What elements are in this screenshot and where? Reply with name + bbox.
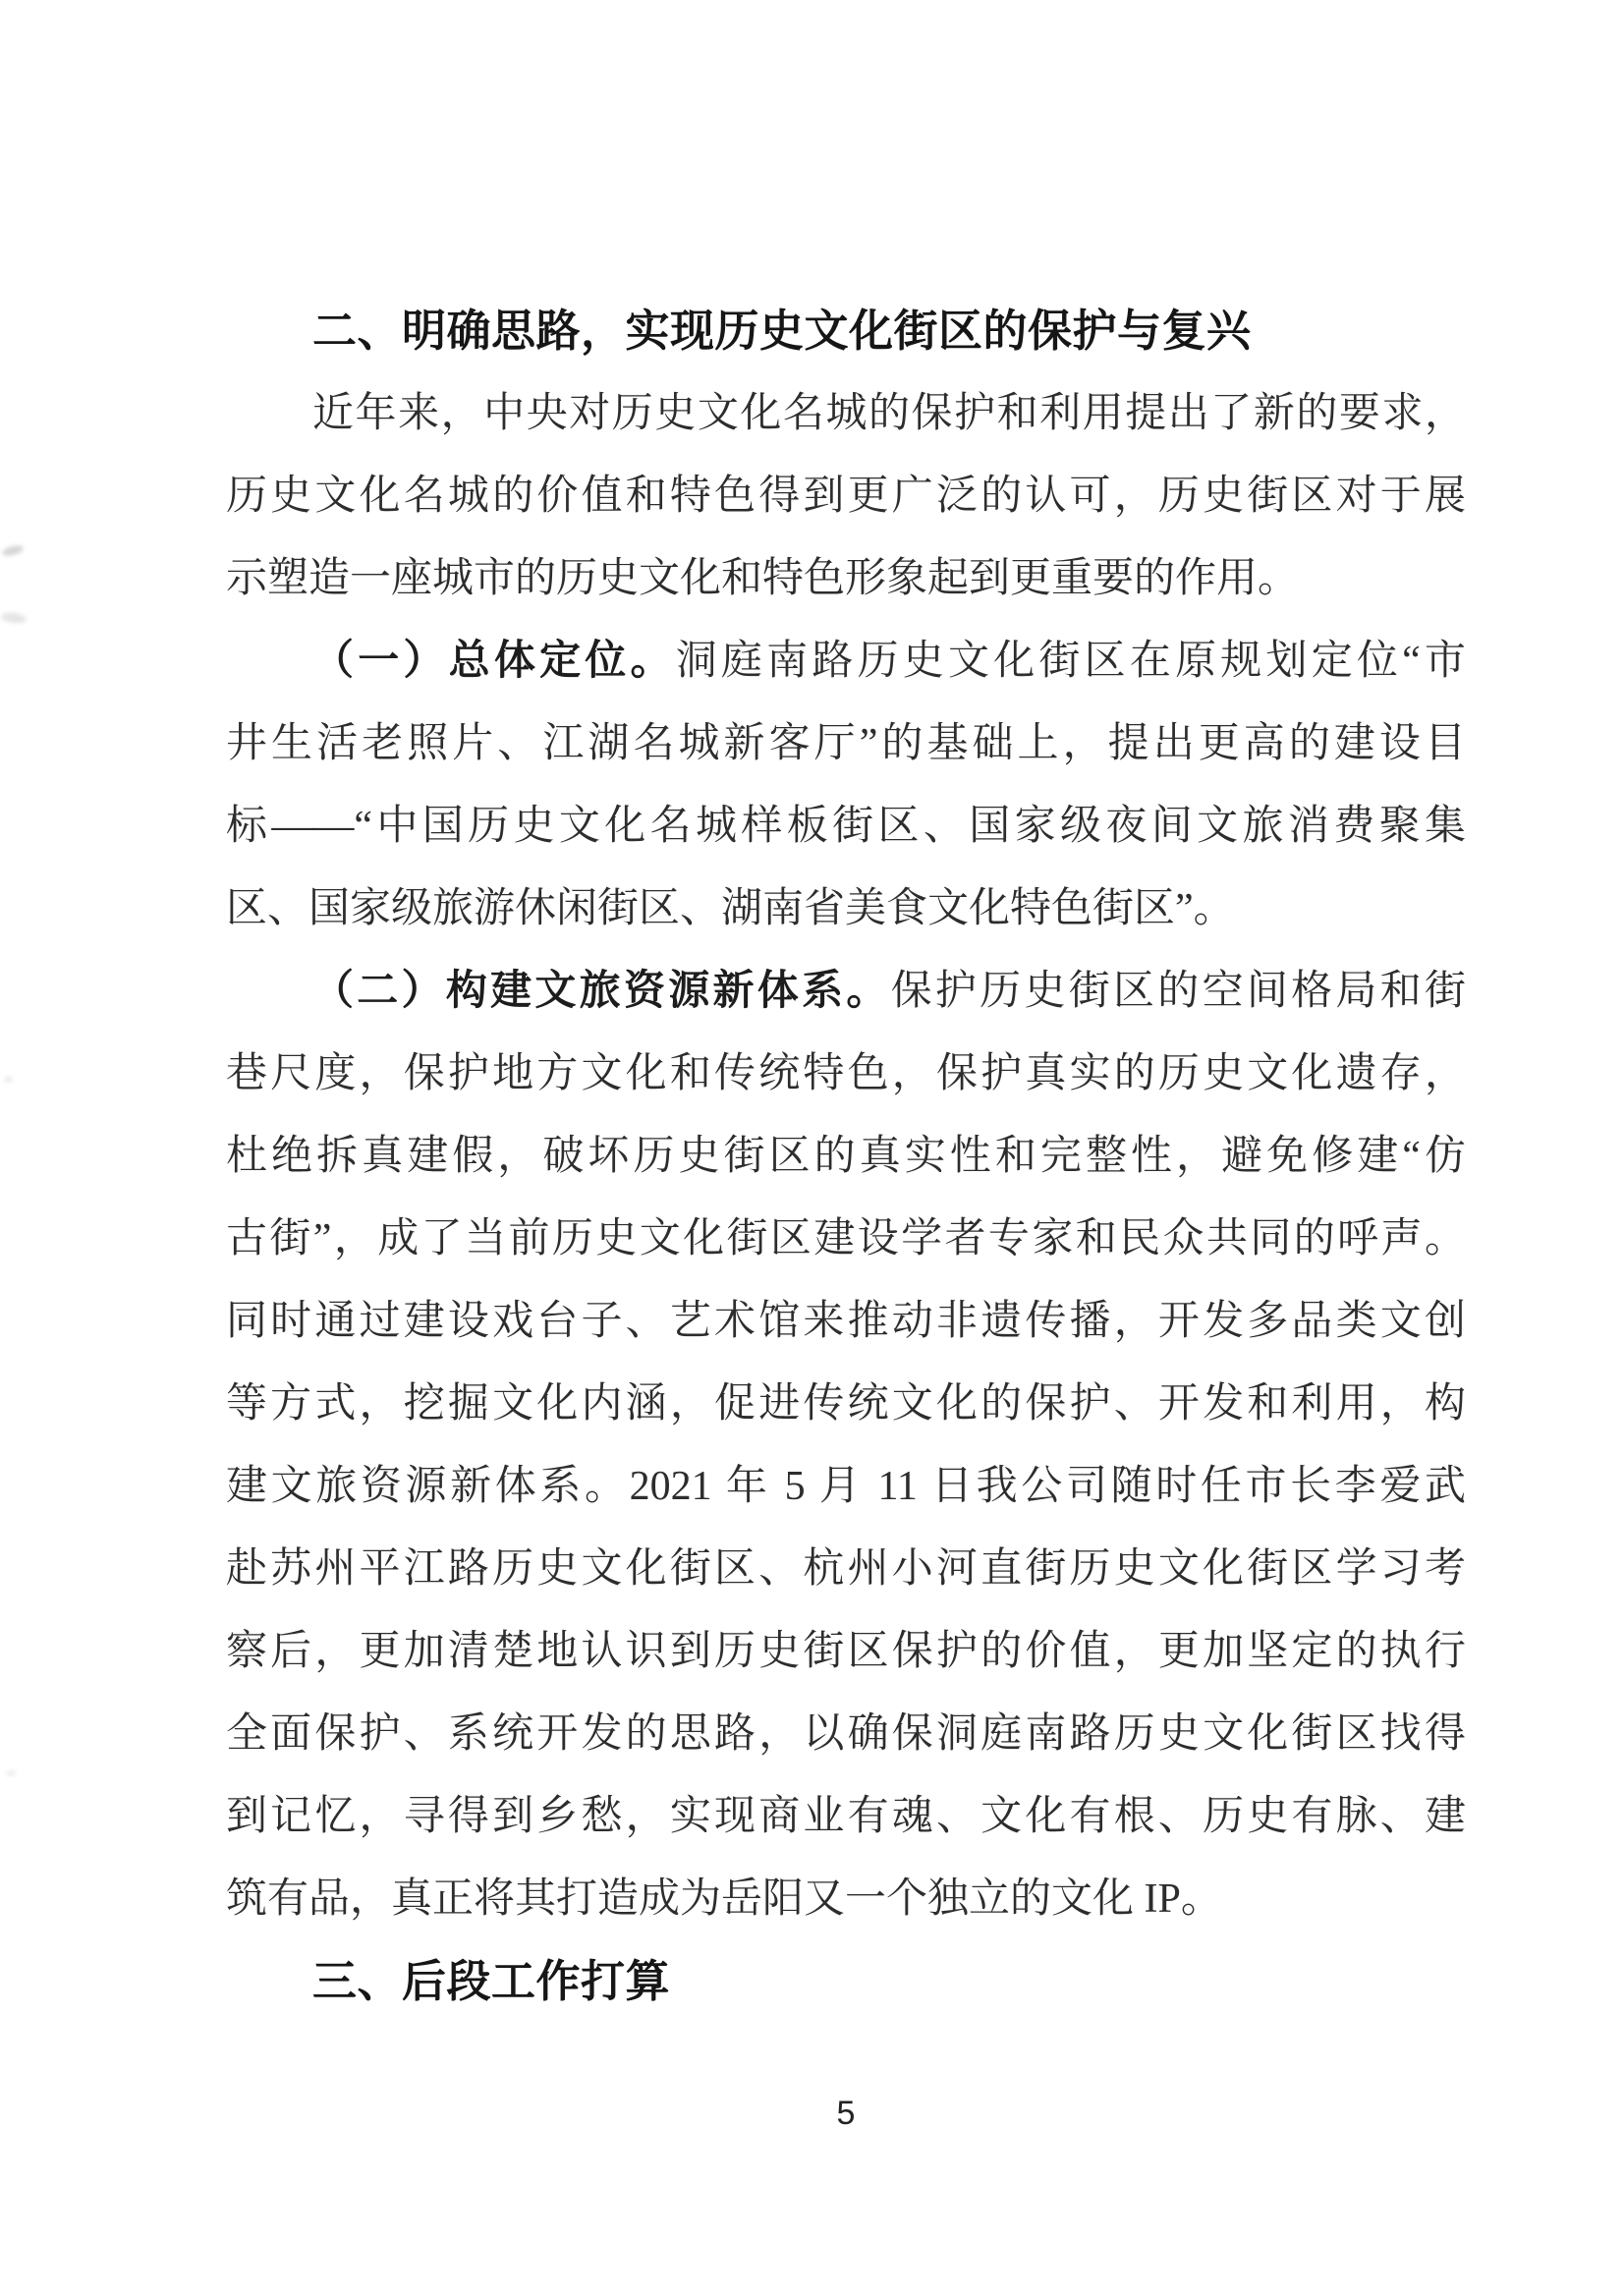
- text-run: 杜绝拆真建假，破坏历史街区的真实性和完整性，避免修建“仿: [226, 1134, 1466, 1179]
- text-run: 二、明确思路，实现历史文化街区的保护与复兴: [312, 306, 1252, 356]
- text-run: 到记忆，寻得到乡愁，实现商业有魂、文化有根、历史有脉、建: [226, 1794, 1466, 1839]
- text-line: [226, 785, 1466, 868]
- page-number: 5: [836, 2095, 856, 2132]
- section-heading: [226, 290, 1466, 372]
- text-line: [226, 620, 1466, 702]
- text-line: [226, 1775, 1466, 1858]
- text-line: [226, 1033, 1466, 1115]
- text-run: 同时通过建设戏台子、艺术馆来推动非遗传播，开发多品类文创: [226, 1299, 1466, 1344]
- text-line: [226, 1115, 1466, 1198]
- text-run: 古街”，成了当前历史文化街区建设学者专家和民众共同的呼声。: [226, 1216, 1466, 1261]
- scan-artifact: [1, 543, 25, 557]
- scan-artifact: [0, 611, 27, 625]
- text-run: 洞庭南路历史文化街区在原规划定位“市: [675, 639, 1466, 684]
- text-line: [226, 1280, 1466, 1363]
- text-run: 等方式，挖掘文化内涵，促进传统文化的保护、开发和利用，构: [226, 1381, 1466, 1427]
- text-line: [226, 1528, 1466, 1610]
- text-run: 区、国家级旅游休闲街区、湖南省美食文化特色街区”。: [226, 886, 1235, 931]
- text-line: [226, 372, 1466, 455]
- text-run: 全面保护、系统开发的思路，以确保洞庭南路历史文化街区找得: [226, 1711, 1466, 1757]
- text-run: 井生活老照片、江湖名城新客厅”的基础上，提出更高的建设目: [226, 721, 1466, 766]
- text-run: 巷尺度，保护地方文化和传统特色，保护真实的历史文化遗存，: [226, 1051, 1466, 1096]
- text-run: 历史文化名城的价值和特色得到更广泛的认可，历史街区对于展: [226, 474, 1466, 519]
- text-line: [226, 868, 1466, 950]
- text-line: [226, 1858, 1466, 1940]
- scan-artifact: [4, 1077, 13, 1083]
- text-line: [226, 1445, 1466, 1528]
- text-run: 保护历史街区的空间格局和街: [890, 969, 1466, 1014]
- text-run: 筑有品，真正将其打造成为岳阳又一个独立的文化 IP。: [226, 1876, 1222, 1922]
- section-heading: [226, 1940, 1466, 2023]
- bold-run: （二）构建文旅资源新体系。: [312, 969, 891, 1014]
- text-line: [226, 702, 1466, 785]
- text-line: [226, 1198, 1466, 1280]
- text-run: 建文旅资源新体系。2021 年 5 月 11 日我公司随时任市长李爱武: [226, 1464, 1466, 1509]
- text-run: 标——“中国历史文化名城样板街区、国家级夜间文旅消费聚集: [226, 804, 1466, 849]
- text-line: [226, 537, 1466, 620]
- text-run: 赴苏州平江路历史文化街区、杭州小河直街历史文化街区学习考: [226, 1546, 1466, 1592]
- text-run: 三、后段工作打算: [312, 1956, 671, 2006]
- bold-run: （一）总体定位。: [312, 639, 676, 684]
- text-run: 察后，更加清楚地认识到历史街区保护的价值，更加坚定的执行: [226, 1629, 1466, 1674]
- text-run: 近年来，中央对历史文化名城的保护和利用提出了新的要求，: [312, 391, 1466, 436]
- text-line: [226, 950, 1466, 1033]
- text-line: [226, 1363, 1466, 1445]
- text-line: [226, 455, 1466, 537]
- scan-artifact: [6, 1770, 16, 1776]
- text-line: [226, 1693, 1466, 1775]
- text-line: [226, 1610, 1466, 1693]
- text-run: 示塑造一座城市的历史文化和特色形象起到更重要的作用。: [226, 556, 1300, 601]
- document-body: [226, 290, 1466, 2023]
